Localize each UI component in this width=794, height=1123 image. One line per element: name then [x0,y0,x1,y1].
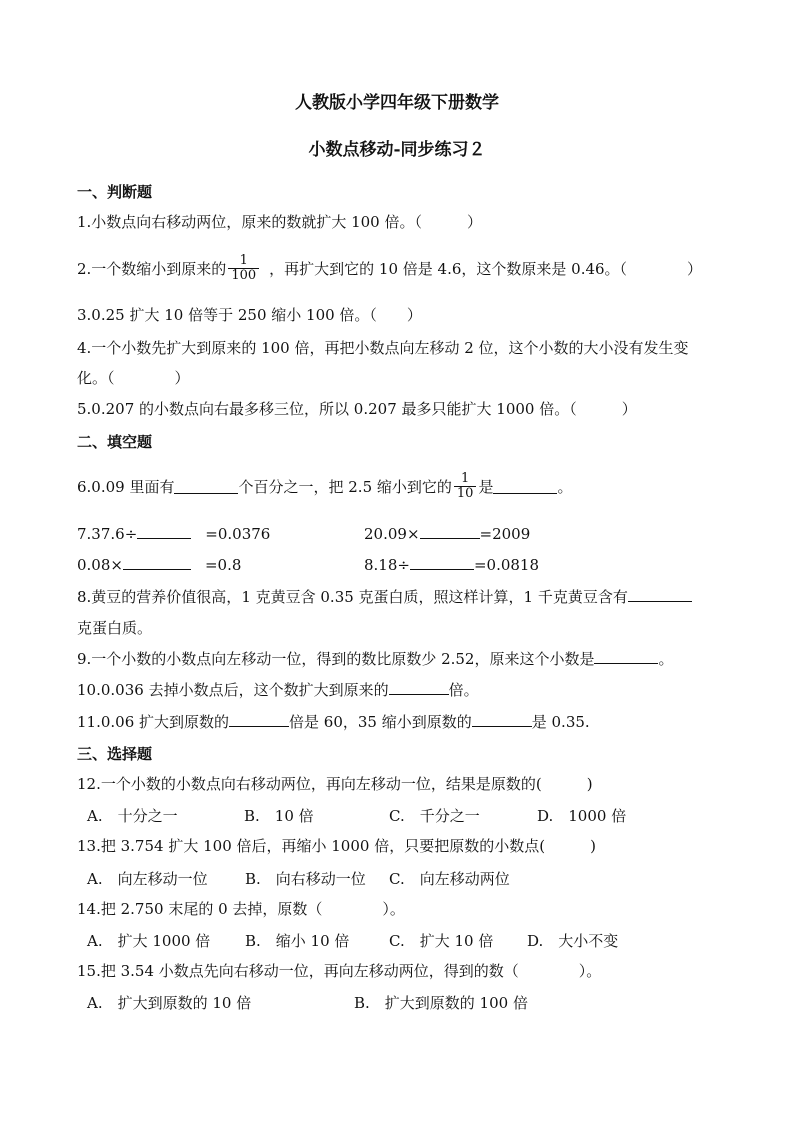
question-7-right-b: =2009 [479,525,531,543]
question-6-text-a: 6.0.09 里面有 [77,477,175,496]
question-10 [77,680,479,700]
fraction-one-tenth [454,472,477,501]
question-14: 14.把 2.750 末尾的 0 去掉，原数（ ）。 [77,900,405,918]
question-15-option-a[interactable]: A. 扩大到原数的 10 倍 [87,994,252,1012]
question-9-end: 。 [658,650,674,668]
question-2-text-b: ，再扩大到它的 10 倍是 4.6，这个数原来是 0.46。（ ） [269,259,703,278]
question-13-option-c[interactable]: C. 向左移动两位 [389,870,510,888]
question-14-option-d[interactable]: D. 大小不变 [527,932,619,950]
question-9 [77,649,674,669]
question-8-line-2: 克蛋白质。 [77,619,153,637]
question-6 [77,472,572,501]
fraction-numerator: 1 [228,254,259,269]
question-4-line-1: 4.一个小数先扩大到原来的 100 倍，再把小数点向左移动 2 位，这个小数的大小没有发生变 [77,339,689,357]
answer-blank[interactable] [123,555,191,570]
question-14-option-a[interactable]: A. 扩大 1000 倍 [87,932,211,950]
answer-blank[interactable] [137,524,191,539]
question-10-text: 10.0.036 去掉小数点后，这个数扩大到原来的 [77,681,389,699]
answer-blank[interactable] [174,479,238,494]
section-heading-multiple-choice: 三、选择题 [77,745,153,763]
section-heading-fill-in: 二、填空题 [77,433,153,451]
answer-blank[interactable] [229,712,289,727]
question-8-line-1 [77,587,692,607]
question-8-text: 8.黄豆的营养价值很高，1 克黄豆含 0.35 克蛋白质，照这样计算，1 千克黄豆含有 [77,588,628,606]
question-10-end: 倍。 [448,681,479,699]
page-title: 人教版小学四年级下册数学 [295,93,499,113]
question-13-option-a[interactable]: A. 向左移动一位 [87,870,208,888]
question-9-text: 9.一个小数的小数点向左移动一位，得到的数比原数少 2.52，原来这个小数是 [77,650,595,668]
question-6-text-b: 个百分之一，把 2.5 缩小到它的 [238,477,452,496]
question-7-right [364,524,530,544]
fraction-denominator: 100 [231,268,257,283]
question-11-text-b: 倍是 60，35 缩小到原数的 [289,713,472,731]
question-6-text-d: 。 [557,477,573,496]
question-15-option-b[interactable]: B. 扩大到原数的 100 倍 [354,994,528,1012]
question-7b-right [364,555,539,575]
question-12-option-a[interactable]: A. 十分之一 [87,807,178,825]
question-7b-left-a: 0.08× [77,556,123,574]
answer-blank[interactable] [410,555,474,570]
answer-blank[interactable] [389,680,449,695]
question-3: 3.0.25 扩大 10 倍等于 250 缩小 100 倍。（ ） [77,306,422,324]
question-11-text-a: 11.0.06 扩大到原数的 [77,713,230,731]
question-15: 15.把 3.54 小数点先向右移动一位，再向左移动两位，得到的数（ ）。 [77,962,602,980]
page-subtitle: 小数点移动-同步练习２ [308,140,486,160]
question-7-left [77,524,270,544]
question-2-text-a: 2.一个数缩小到原来的 [77,259,227,278]
question-14-option-b[interactable]: B. 缩小 10 倍 [245,932,350,950]
question-2 [77,254,702,283]
question-11 [77,712,590,732]
question-6-text-c: 是 [478,477,494,496]
question-12-option-d[interactable]: D. 1000 倍 [537,807,627,825]
section-heading-judgement: 一、判断题 [77,183,153,201]
fraction-one-hundredth [228,254,259,283]
question-12-option-b[interactable]: B. 10 倍 [244,807,314,825]
question-7-left-a: 7.37.6÷ [77,525,138,543]
question-5: 5.0.207 的小数点向右最多移三位，所以 0.207 最多只能扩大 1000 倍。（ ） [77,400,637,418]
question-7-left-b: =0.0376 [205,525,271,543]
question-1: 1.小数点向右移动两位，原来的数就扩大 100 倍。（ ） [77,213,482,231]
fraction-denominator: 10 [456,486,474,501]
question-4-line-2: 化。（ ） [77,369,190,387]
answer-blank[interactable] [493,479,557,494]
question-12-option-c[interactable]: C. 千分之一 [389,807,480,825]
answer-blank[interactable] [420,524,480,539]
answer-blank[interactable] [628,587,692,602]
question-12: 12.一个小数的小数点向右移动两位，再向左移动一位，结果是原数的( ) [77,775,593,793]
question-7b-left [77,555,241,575]
question-11-text-c: 是 0.35. [531,713,590,731]
answer-blank[interactable] [472,712,532,727]
question-14-option-c[interactable]: C. 扩大 10 倍 [389,932,494,950]
question-7-right-a: 20.09× [364,525,420,543]
question-13-option-b[interactable]: B. 向右移动一位 [245,870,366,888]
question-7b-left-b: =0.8 [204,556,242,574]
question-7b-right-b: =0.0818 [473,556,540,574]
question-7b-right-a: 8.18÷ [364,556,410,574]
fraction-numerator: 1 [454,472,477,487]
question-13: 13.把 3.754 扩大 100 倍后，再缩小 1000 倍，只要把原数的小数点( ) [77,837,596,855]
answer-blank[interactable] [594,649,658,664]
